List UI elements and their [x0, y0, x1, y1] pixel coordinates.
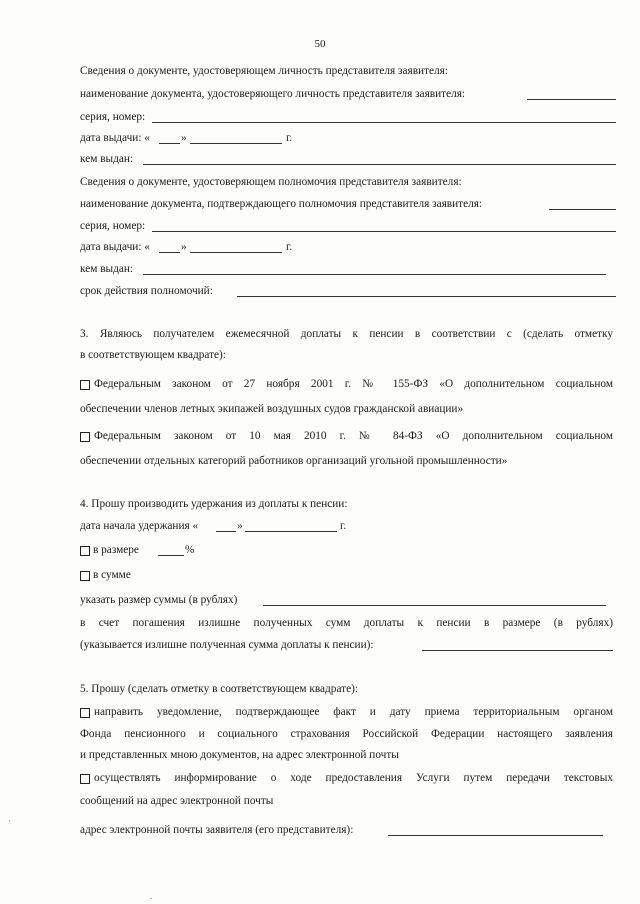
- email-address-label: адрес электронной почты заявителя (его представителя):: [80, 824, 354, 836]
- rep-auth-date-suffix: г.: [286, 241, 293, 253]
- rep-auth-heading: Сведения о документе, удостоверяющем полномочия представителя заявителя:: [80, 176, 462, 188]
- deduction-start-prefix: дата начала удержания «: [80, 520, 199, 532]
- email-address-field[interactable]: [388, 835, 603, 836]
- rep-auth-date-mid: »: [181, 241, 187, 253]
- rep-auth-validity-field[interactable]: [237, 296, 616, 297]
- law-155-label-line1: Федеральным законом от 27 ноября 2001 г. № 155-ФЗ «О дополнительном социальном: [94, 378, 613, 390]
- deduction-start-mid: »: [237, 520, 243, 532]
- section4-heading: 4. Прошу производить удержания из доплаты к пенсии:: [80, 498, 348, 510]
- rep-id-date-prefix: дата выдачи: «: [80, 132, 150, 144]
- deduction-percent-label: в размере: [93, 544, 139, 556]
- rep-auth-series-label: серия, номер:: [80, 220, 146, 232]
- rep-id-heading: Сведения о документе, удостоверяющем личность представителя заявителя:: [80, 65, 449, 77]
- rep-id-series-field[interactable]: [152, 122, 616, 123]
- overpayment-amount-field[interactable]: [422, 650, 613, 651]
- rep-id-date-month-year-field[interactable]: [190, 143, 282, 144]
- deduction-percent-sign: %: [185, 544, 195, 556]
- notify-email-label-line3: и представленных мною документов, на адрес электронной почты: [80, 749, 399, 761]
- rep-id-date-suffix: г.: [286, 132, 293, 144]
- law-155-checkbox[interactable]: [80, 380, 90, 390]
- deduction-start-day-field[interactable]: [216, 531, 236, 532]
- rep-id-date-day-field[interactable]: [159, 143, 180, 144]
- deduction-sum-label: в сумме: [93, 569, 131, 581]
- notify-email-checkbox[interactable]: [80, 708, 90, 718]
- overpayment-label-line1: в счет погашения излишне полученных сумм доплаты к пенсии в размере (в рублях): [80, 617, 613, 629]
- overpayment-label-line2: (указывается излишне полученная сумма доплаты к пенсии):: [80, 639, 374, 651]
- inform-sms-label-line1: осуществлять информирование о ходе предоставления Услуги путем передачи текстовых: [94, 772, 613, 784]
- deduction-percent-checkbox[interactable]: [80, 546, 90, 556]
- rep-auth-issued-by-field[interactable]: [143, 274, 606, 275]
- rep-auth-doc-name-label: наименование документа, подтверждающего полномочия представителя заявителя:: [80, 198, 483, 210]
- section3-intro-line1: 3. Являюсь получателем ежемесячной доплаты к пенсии в соответствии с (сделать отметку: [80, 328, 613, 340]
- rep-auth-doc-name-field[interactable]: [549, 209, 616, 210]
- law-155-label-line2: обеспечении членов летных экипажей воздушных судов гражданской авиации»: [80, 403, 464, 415]
- deduction-percent-field[interactable]: [158, 555, 184, 556]
- law-84-checkbox[interactable]: [80, 432, 90, 442]
- scan-speck: [9, 820, 10, 822]
- deduction-sum-checkbox[interactable]: [80, 571, 90, 581]
- notify-email-label-line2: Фонда пенсионного и социального страхования Российской Федерации настоящего заявления: [80, 728, 613, 740]
- rep-auth-issued-by-label: кем выдан:: [80, 263, 134, 275]
- rep-id-doc-name-label: наименование документа, удостоверяющего личность представителя заявителя:: [80, 88, 466, 100]
- rep-auth-validity-label: срок действия полномочий:: [80, 285, 213, 297]
- scan-speck: [150, 898, 152, 899]
- page-number: 50: [314, 38, 326, 50]
- rep-id-doc-name-field[interactable]: [527, 99, 616, 100]
- rep-auth-date-day-field[interactable]: [159, 252, 180, 253]
- notify-email-label-line1: направить уведомление, подтверждающее факт и дату приема территориальным органом: [94, 706, 613, 718]
- rep-auth-date-prefix: дата выдачи: «: [80, 241, 150, 253]
- deduction-sum-amount-label: указать размер суммы (в рублях): [80, 594, 238, 606]
- deduction-start-month-year-field[interactable]: [245, 531, 337, 532]
- section5-heading: 5. Прошу (сделать отметку в соответствующем квадрате):: [80, 683, 359, 695]
- inform-sms-checkbox[interactable]: [80, 774, 90, 784]
- rep-auth-series-field[interactable]: [152, 231, 616, 232]
- law-84-label-line1: Федеральным законом от 10 мая 2010 г. № 84-ФЗ «О дополнительном социальном: [94, 430, 613, 442]
- deduction-start-suffix: г.: [340, 520, 347, 532]
- section3-intro-line2: в соответствующем квадрате):: [80, 349, 226, 361]
- rep-auth-date-month-year-field[interactable]: [190, 252, 282, 253]
- rep-id-issued-by-field[interactable]: [143, 164, 616, 165]
- deduction-sum-amount-field[interactable]: [263, 605, 606, 606]
- rep-id-date-mid: »: [181, 132, 187, 144]
- inform-sms-label-line2: сообщений на адрес электронной почты: [80, 795, 274, 807]
- rep-id-series-label: серия, номер:: [80, 111, 146, 123]
- law-84-label-line2: обеспечении отдельных категорий работников организаций угольной промышленности»: [80, 455, 508, 467]
- rep-id-issued-by-label: кем выдан:: [80, 153, 134, 165]
